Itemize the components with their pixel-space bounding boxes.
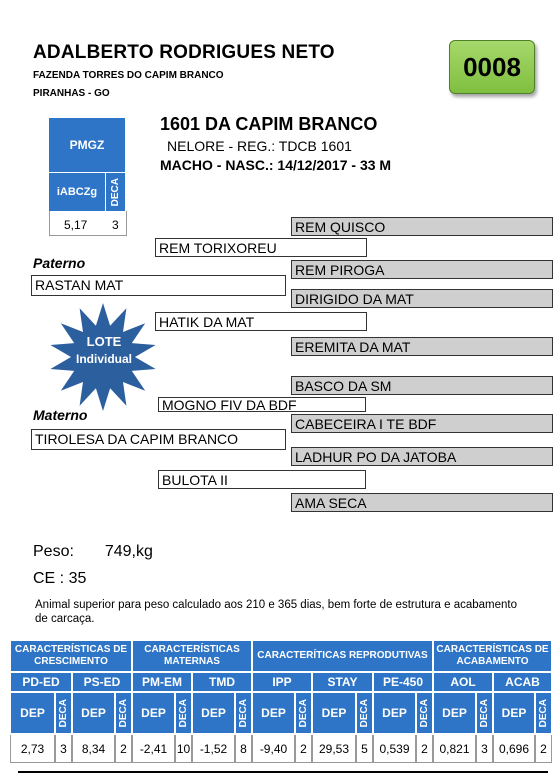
lote-badge-line2: Individual — [75, 352, 133, 366]
trait-header-6: PE-450 — [373, 672, 433, 692]
group-reprodutivas: CARACTERÍTICAS REPRODUTIVAS — [252, 640, 433, 672]
deca-label-6: DECA — [416, 692, 433, 734]
dep-label-0: DEP — [10, 692, 55, 734]
dep-value-4: -9,40 — [252, 735, 295, 763]
weights-block — [33, 543, 153, 588]
pedigree-sdd: EREMITA DA MAT — [291, 337, 553, 356]
pedigree-sds: DIRIGIDO DA MAT — [291, 289, 553, 308]
deca-label-7: DECA — [476, 692, 493, 734]
dep-label-6: DEP — [373, 692, 416, 734]
trait-header-4: IPP — [252, 672, 312, 692]
pedigree-dss: BASCO DA SM — [291, 376, 553, 395]
bottom-divider — [18, 771, 548, 773]
iabczg-label: iABCZg — [49, 173, 105, 211]
iabczg-value: 5,17 — [64, 218, 88, 232]
trait-header-5: STAY — [312, 672, 373, 692]
group-acabamento: CARACTERÍSTICAS DE ACABAMENTO — [433, 640, 552, 672]
dep-value-6: 0,539 — [373, 735, 416, 763]
index-deca-label: DECA — [106, 173, 125, 211]
deca-value-4: 2 — [295, 735, 312, 763]
animal-breed-reg: NELORE - REG.: TDCB 1601 — [167, 138, 352, 154]
deca-value-0: 3 — [55, 735, 72, 763]
farm-name: FAZENDA TORRES DO CAPIM BRANCO — [33, 70, 224, 81]
deca-label-0: DECA — [55, 692, 72, 734]
peso-label: Peso: — [33, 543, 74, 560]
pedigree-ddd: AMA SECA — [291, 493, 553, 512]
deca-value-3: 8 — [235, 735, 252, 763]
lote-badge-star — [48, 302, 158, 412]
deca-value-2: 10 — [175, 735, 192, 763]
dep-value-7: 0,821 — [433, 735, 476, 763]
pedigree-ds: MOGNO FIV DA BDF — [158, 397, 366, 412]
dep-value-3: -1,52 — [192, 735, 235, 763]
dep-label-8: DEP — [493, 692, 535, 734]
deca-label-5: DECA — [356, 692, 373, 734]
animal-title: 1601 DA CAPIM BRANCO — [160, 114, 378, 134]
group-maternas: CARACTERÍSTICAS MATERNAS — [132, 640, 252, 672]
pedigree-dsd: CABECEIRA I TE BDF — [291, 414, 553, 433]
materno-label: Materno — [33, 407, 88, 423]
pedigree-sss: REM QUISCO — [291, 217, 553, 236]
city-name: PIRANHAS - GO — [33, 88, 110, 99]
index-deca-value: 3 — [112, 218, 119, 232]
dep-label-1: DEP — [72, 692, 115, 734]
deca-label-8: DECA — [535, 692, 552, 734]
ce-value: 35 — [68, 570, 87, 587]
dep-value-5: 29,53 — [312, 735, 356, 763]
animal-sex-birth: MACHO - NASC.: 14/12/2017 - 33 M — [160, 157, 392, 173]
deca-value-7: 3 — [476, 735, 493, 763]
dep-label-4: DEP — [252, 692, 295, 734]
pedigree-dds: LADHUR PO DA JATOBA — [291, 447, 553, 466]
pedigree-dd: BULOTA II — [158, 470, 366, 489]
dep-label-5: DEP — [312, 692, 356, 734]
pedigree-dam: TIROLESA DA CAPIM BRANCO — [31, 429, 286, 450]
trait-header-1: PS-ED — [72, 672, 132, 692]
pmgz-label: PMGZ — [49, 118, 125, 172]
trait-header-8: ACAB — [493, 672, 552, 692]
deca-value-1: 2 — [115, 735, 132, 763]
dep-value-8: 0,696 — [493, 735, 535, 763]
pedigree-sire: RASTAN MAT — [31, 275, 286, 296]
lote-badge-line1: LOTE — [86, 334, 122, 349]
deca-label-1: DECA — [115, 692, 132, 734]
pedigree-ssd: REM PIROGA — [291, 260, 553, 279]
dep-value-2: -2,41 — [132, 735, 175, 763]
deca-label-4: DECA — [295, 692, 312, 734]
dep-value-0: 2,73 — [10, 735, 55, 763]
index-values — [49, 211, 127, 236]
deca-value-5: 5 — [356, 735, 373, 763]
deca-value-8: 2 — [535, 735, 552, 763]
lot-number-badge: 0008 — [449, 40, 535, 94]
pedigree-ss: REM TORIXOREU — [155, 238, 367, 257]
ce-label: CE : — [33, 570, 65, 587]
owner-name: ADALBERTO RODRIGUES NETO — [33, 42, 335, 63]
dep-label-7: DEP — [433, 692, 476, 734]
trait-header-2: PM-EM — [132, 672, 192, 692]
paterno-label: Paterno — [33, 255, 86, 271]
trait-header-0: PD-ED — [10, 672, 72, 692]
dep-label-3: DEP — [192, 692, 235, 734]
animal-description: Animal superior para peso calculado aos 210 e 365 dias, bem forte de estrutura e acabamento de carcaça. — [35, 599, 518, 625]
deca-label-2: DECA — [175, 692, 192, 734]
peso-value: 749,kg — [104, 543, 153, 560]
dep-label-2: DEP — [132, 692, 175, 734]
trait-header-3: TMD — [192, 672, 252, 692]
pedigree-sd: HATIK DA MAT — [155, 312, 367, 331]
deca-value-6: 2 — [416, 735, 433, 763]
dep-value-1: 8,34 — [72, 735, 115, 763]
deca-label-3: DECA — [235, 692, 252, 734]
trait-header-7: AOL — [433, 672, 493, 692]
group-crescimento: CARACTERÍSTICAS DE CRESCIMENTO — [10, 640, 132, 672]
